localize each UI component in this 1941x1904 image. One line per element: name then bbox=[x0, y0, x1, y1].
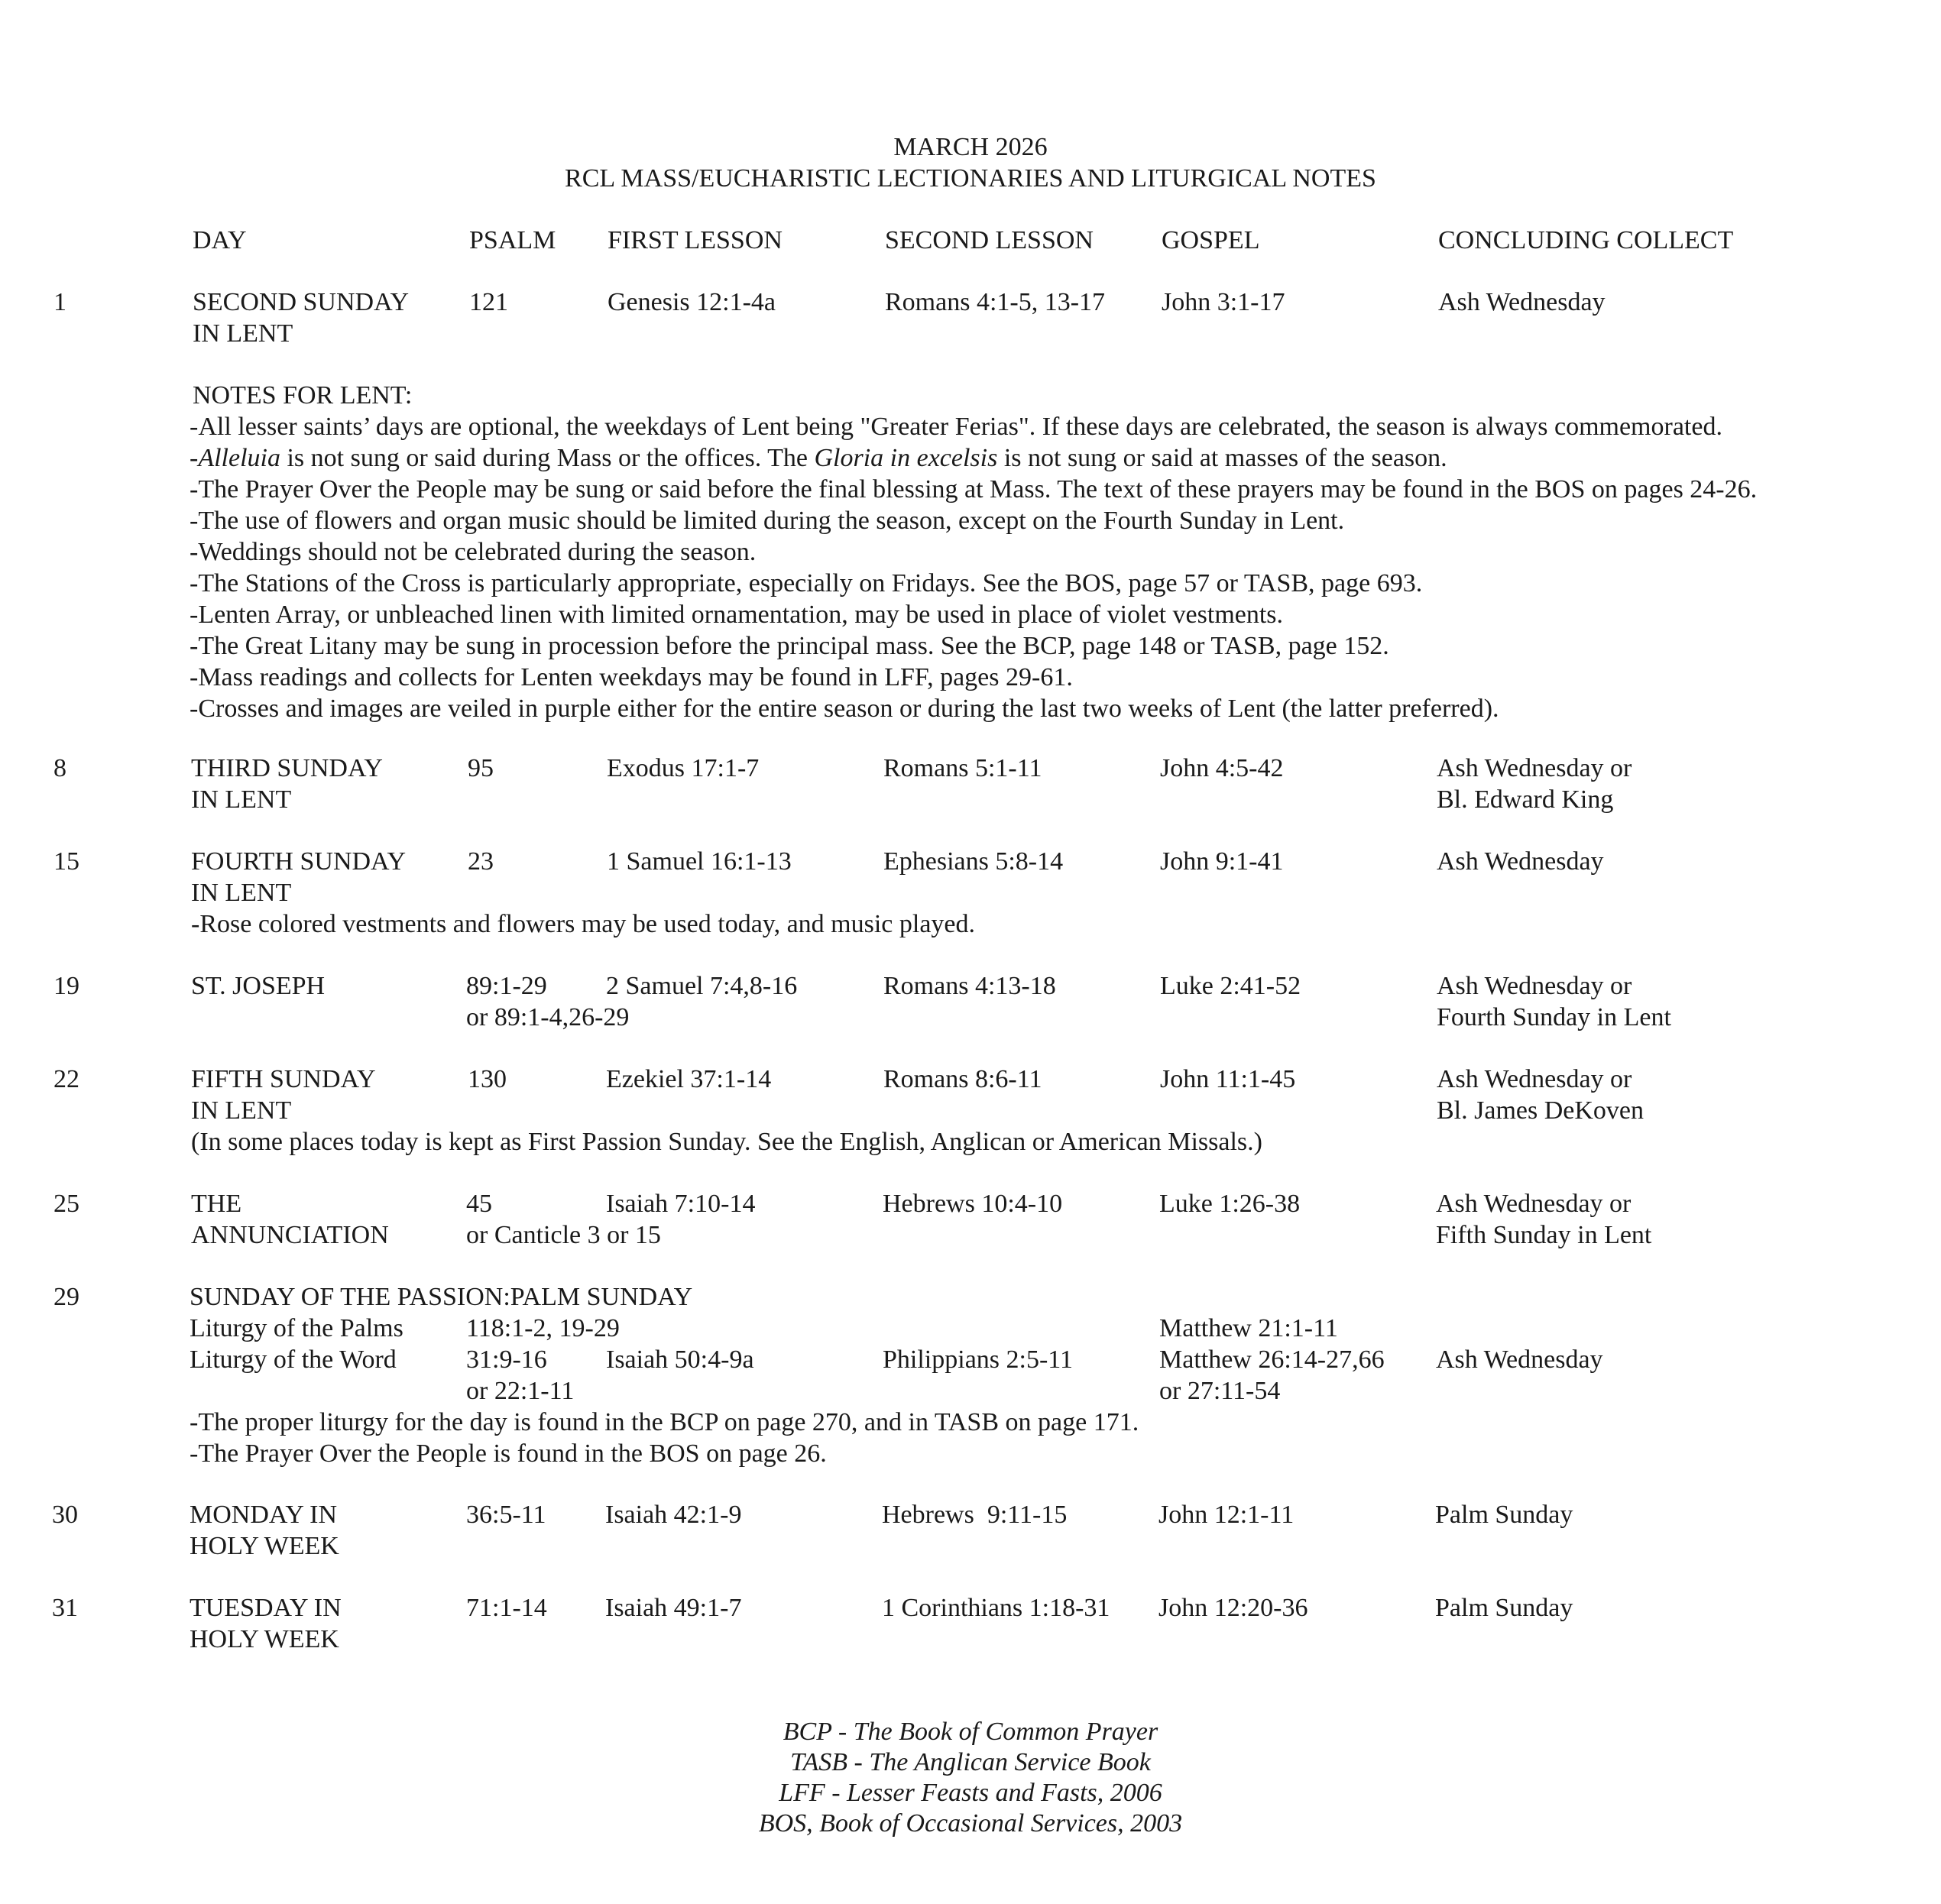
entry-title: SUNDAY OF THE PASSION:PALM SUNDAY bbox=[190, 1283, 693, 1311]
legend-line: LFF - Lesser Feasts and Fasts, 2006 bbox=[779, 1779, 1162, 1807]
entry-day-line: THE bbox=[191, 1190, 242, 1218]
entry-date: 15 bbox=[53, 847, 79, 876]
entry-note: -The Prayer Over the People is found in the BOS on page 26. bbox=[190, 1439, 827, 1468]
entry-first-lesson: Ezekiel 37:1-14 bbox=[606, 1065, 772, 1093]
entry-day bbox=[190, 1592, 342, 1655]
entry-date: 29 bbox=[53, 1283, 79, 1311]
word-second-lesson: Philippians 2:5-11 bbox=[883, 1345, 1074, 1374]
column-header-day: DAY bbox=[193, 226, 247, 254]
entry-gospel: John 12:1-11 bbox=[1158, 1501, 1295, 1529]
entry-psalm bbox=[466, 970, 629, 1033]
lent-note: -Mass readings and collects for Lenten weekdays may be found in LFF, pages 29-61. bbox=[190, 663, 1073, 691]
entry-day-line: HOLY WEEK bbox=[190, 1625, 339, 1653]
entry-note: -The proper liturgy for the day is found in the BCP on page 270, and in TASB on page 171. bbox=[190, 1408, 1139, 1436]
entry-day bbox=[190, 1499, 339, 1562]
entry-second-lesson: Ephesians 5:8-14 bbox=[883, 847, 1064, 876]
entry-collect: Ash Wednesday bbox=[1438, 288, 1606, 316]
page-subtitle: RCL MASS/EUCHARISTIC LECTIONARIES AND LITURGICAL NOTES bbox=[565, 164, 1376, 193]
entry-day-line: IN LENT bbox=[191, 785, 292, 814]
entry-gospel: Luke 2:41-52 bbox=[1160, 972, 1301, 1000]
entry-collect-line: Ash Wednesday or bbox=[1436, 1190, 1632, 1218]
legend-line: BCP - The Book of Common Prayer bbox=[783, 1718, 1158, 1746]
entry-first-lesson: Exodus 17:1-7 bbox=[607, 754, 760, 782]
entry-date: 30 bbox=[52, 1501, 78, 1529]
entry-psalm-line: 45 bbox=[466, 1190, 492, 1218]
entry-first-lesson: Genesis 12:1-4a bbox=[608, 288, 776, 316]
entry-second-lesson: Romans 4:13-18 bbox=[883, 972, 1056, 1000]
entry-collect-line: Ash Wednesday or bbox=[1437, 1065, 1632, 1093]
lent-note: -Alleluia is not sung or said during Mass or the offices. The Gloria in excelsis is not sung or said at masses of the season. bbox=[190, 444, 1447, 472]
word-label: Liturgy of the Word bbox=[190, 1345, 397, 1374]
column-header-second-lesson: SECOND LESSON bbox=[885, 226, 1094, 254]
page-title: MARCH 2026 bbox=[893, 133, 1048, 161]
legend-line: BOS, Book of Occasional Services, 2003 bbox=[758, 1809, 1183, 1838]
entry-notes bbox=[190, 1407, 1139, 1469]
word-first-lesson: Isaiah 50:4-9a bbox=[606, 1345, 754, 1374]
entry-collect-line: Fifth Sunday in Lent bbox=[1436, 1221, 1652, 1249]
entry-day bbox=[191, 1188, 389, 1251]
entry-day: ST. JOSEPH bbox=[191, 972, 326, 1000]
entry-first-lesson: Isaiah 42:1-9 bbox=[605, 1501, 742, 1529]
lent-note: -Weddings should not be celebrated during the season. bbox=[190, 538, 757, 566]
entry-second-lesson: Romans 5:1-11 bbox=[883, 754, 1042, 782]
entry-day-line: TUESDAY IN bbox=[190, 1594, 342, 1622]
word-psalm-line: 31:9-16 bbox=[466, 1345, 547, 1374]
word-gospel-line: Matthew 26:14-27,66 bbox=[1159, 1345, 1385, 1374]
lent-note: -Crosses and images are veiled in purple either for the entire season or during the last two weeks of Lent (the latter preferred). bbox=[190, 695, 1499, 723]
lent-note: -The use of flowers and organ music should be limited during the season, except on the Fourth Sunday in Lent. bbox=[190, 507, 1345, 535]
entry-day bbox=[193, 287, 409, 349]
entry-day-line: HOLY WEEK bbox=[190, 1532, 339, 1560]
word-gospel-line: or 27:11-54 bbox=[1159, 1377, 1281, 1405]
palms-gospel: Matthew 21:1-11 bbox=[1159, 1314, 1338, 1342]
palms-label: Liturgy of the Palms bbox=[190, 1314, 403, 1342]
lent-note: -Lenten Array, or unbleached linen with limited ornamentation, may be used in place of violet vestments. bbox=[190, 601, 1284, 629]
entry-psalm: 130 bbox=[468, 1065, 507, 1093]
entry-collect bbox=[1437, 1064, 1644, 1126]
entry-psalm: 36:5-11 bbox=[466, 1501, 546, 1529]
entry-psalm-line: or Canticle 3 or 15 bbox=[466, 1221, 661, 1249]
entry-day-line: FOURTH SUNDAY bbox=[191, 847, 407, 876]
lent-notes-list bbox=[190, 411, 1757, 724]
word-psalm-line: or 22:1-11 bbox=[466, 1377, 575, 1405]
palms-psalm: 118:1-2, 19-29 bbox=[466, 1314, 620, 1342]
word-collect: Ash Wednesday bbox=[1436, 1345, 1603, 1374]
entry-date: 8 bbox=[53, 754, 66, 782]
lent-note: -The Great Litany may be sung in procession before the principal mass. See the BCP, page 148 or TASB, page 152. bbox=[190, 632, 1389, 660]
entry-gospel: John 3:1-17 bbox=[1162, 288, 1285, 316]
column-header-psalm: PSALM bbox=[469, 226, 556, 254]
entry-collect: Palm Sunday bbox=[1435, 1594, 1573, 1622]
entry-collect bbox=[1436, 1188, 1651, 1251]
entry-day bbox=[191, 1064, 376, 1126]
entry-first-lesson: 1 Samuel 16:1-13 bbox=[607, 847, 792, 876]
entry-day-line: IN LENT bbox=[191, 1096, 292, 1125]
entry-note: -Rose colored vestments and flowers may be used today, and music played. bbox=[191, 910, 976, 938]
entry-psalm-line: or 89:1-4,26-29 bbox=[466, 1003, 630, 1031]
entry-first-lesson: Isaiah 49:1-7 bbox=[605, 1594, 742, 1622]
entry-collect-line: Ash Wednesday or bbox=[1437, 754, 1632, 782]
entry-psalm-line: 89:1-29 bbox=[466, 972, 547, 1000]
legend-line: TASB - The Anglican Service Book bbox=[790, 1748, 1151, 1776]
entry-collect bbox=[1437, 970, 1671, 1033]
abbreviation-legend bbox=[0, 1717, 1941, 1839]
entry-collect-line: Fourth Sunday in Lent bbox=[1437, 1003, 1671, 1031]
entry-collect bbox=[1437, 753, 1632, 815]
column-header-concluding-collect: CONCLUDING COLLECT bbox=[1438, 226, 1734, 254]
entry-psalm: 23 bbox=[468, 847, 494, 876]
word-psalm bbox=[466, 1344, 574, 1407]
column-header-first-lesson: FIRST LESSON bbox=[608, 226, 783, 254]
entry-collect-line: Bl. James DeKoven bbox=[1437, 1096, 1645, 1125]
entry-second-lesson: Romans 4:1-5, 13-17 bbox=[885, 288, 1106, 316]
entry-date: 25 bbox=[53, 1190, 79, 1218]
entry-second-lesson: Hebrews 10:4-10 bbox=[883, 1190, 1063, 1218]
entry-psalm: 95 bbox=[468, 754, 494, 782]
entry-second-lesson: 1 Corinthians 1:18-31 bbox=[882, 1594, 1110, 1622]
entry-date: 19 bbox=[53, 972, 79, 1000]
entry-collect-line: Bl. Edward King bbox=[1437, 785, 1614, 814]
entry-gospel: John 12:20-36 bbox=[1158, 1594, 1308, 1622]
entry-collect: Ash Wednesday bbox=[1437, 847, 1604, 876]
entry-date: 31 bbox=[52, 1594, 78, 1622]
entry-gospel: John 4:5-42 bbox=[1160, 754, 1284, 782]
lent-note: -All lesser saints’ days are optional, the weekdays of Lent being "Greater Ferias". If these days are celebrated, the season is always commemorated. bbox=[190, 413, 1722, 441]
lent-note: -The Prayer Over the People may be sung or said before the final blessing at Mass. The text of these prayers may be found in the BOS on pages 24-26. bbox=[190, 475, 1758, 504]
entry-date: 22 bbox=[53, 1065, 79, 1093]
lent-notes-heading: NOTES FOR LENT: bbox=[193, 381, 413, 410]
word-gospel bbox=[1159, 1344, 1385, 1407]
entry-gospel: John 9:1-41 bbox=[1160, 847, 1284, 876]
entry-day-line: FIFTH SUNDAY bbox=[191, 1065, 376, 1093]
entry-collect-line: Ash Wednesday or bbox=[1437, 972, 1632, 1000]
entry-day-line: MONDAY IN bbox=[190, 1501, 337, 1529]
entry-second-lesson: Romans 8:6-11 bbox=[883, 1065, 1042, 1093]
entry-day-line: THIRD SUNDAY bbox=[191, 754, 383, 782]
lent-note: -The Stations of the Cross is particularly appropriate, especially on Fridays. See the BOS, page 57 or TASB, page 693. bbox=[190, 569, 1423, 597]
entry-first-lesson: 2 Samuel 7:4,8-16 bbox=[606, 972, 798, 1000]
alleluia-emphasis: Alleluia bbox=[198, 444, 280, 472]
entry-first-lesson: Isaiah 7:10-14 bbox=[606, 1190, 756, 1218]
entry-psalm: 71:1-14 bbox=[466, 1594, 547, 1622]
entry-date: 1 bbox=[53, 288, 66, 316]
entry-day-line: IN LENT bbox=[191, 879, 292, 907]
entry-collect: Palm Sunday bbox=[1435, 1501, 1573, 1529]
entry-second-lesson: Hebrews 9:11-15 bbox=[882, 1501, 1068, 1529]
entry-day bbox=[191, 846, 406, 908]
entry-psalm: 121 bbox=[469, 288, 508, 316]
column-header-gospel: GOSPEL bbox=[1162, 226, 1260, 254]
entry-day-line: ANNUNCIATION bbox=[191, 1221, 389, 1249]
entry-note: (In some places today is kept as First Passion Sunday. See the English, Anglican or American Missals.) bbox=[191, 1128, 1262, 1156]
entry-day bbox=[191, 753, 383, 815]
entry-day-line: IN LENT bbox=[193, 319, 293, 348]
entry-gospel: Luke 1:26-38 bbox=[1159, 1190, 1301, 1218]
entry-day-line: SECOND SUNDAY bbox=[193, 288, 410, 316]
entry-gospel: John 11:1-45 bbox=[1160, 1065, 1296, 1093]
gloria-emphasis: Gloria in excelsis bbox=[814, 444, 998, 472]
